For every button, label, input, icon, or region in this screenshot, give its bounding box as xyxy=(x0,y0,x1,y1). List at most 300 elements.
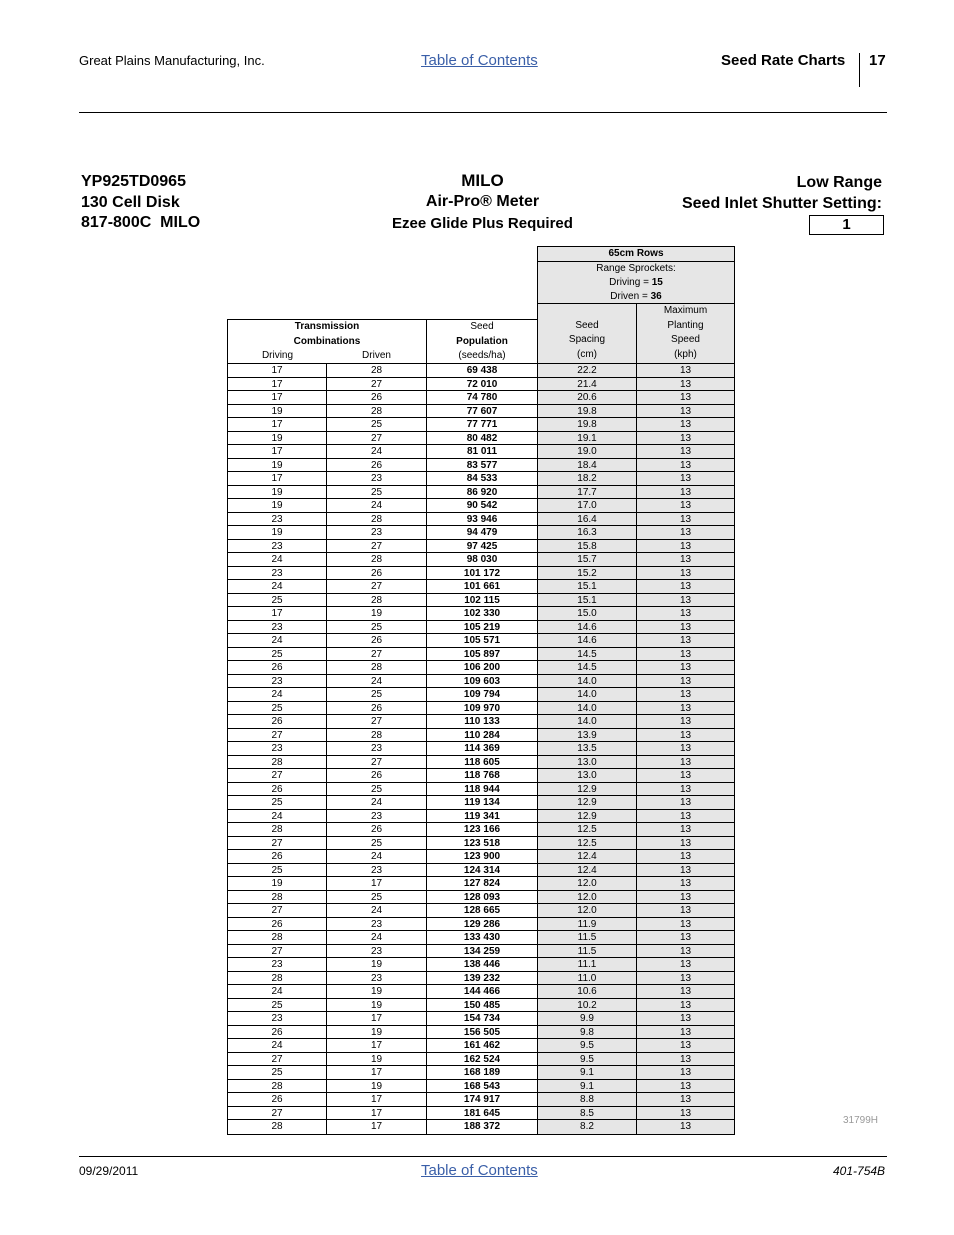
speed-cell: 13 xyxy=(637,1107,734,1120)
spacing-cell: 8.2 xyxy=(538,1120,637,1134)
spacing-cell: 8.8 xyxy=(538,1093,637,1106)
population-cell: 105 219 xyxy=(427,621,538,634)
speed-cell: 13 xyxy=(637,688,734,701)
driven-cell: 23 xyxy=(327,810,427,823)
rows-title: 65cm Rows xyxy=(538,247,734,262)
table-row xyxy=(228,877,734,891)
spacing-cell: 14.0 xyxy=(538,715,637,728)
driven-cell: 17 xyxy=(327,1093,427,1106)
driven-cell: 26 xyxy=(327,702,427,715)
table-row xyxy=(228,1039,734,1053)
driven-cell: 24 xyxy=(327,931,427,944)
population-cell: 156 505 xyxy=(427,1026,538,1039)
speed-cell: 13 xyxy=(637,1120,734,1134)
spacing-cell: 13.9 xyxy=(538,729,637,742)
table-row xyxy=(228,796,734,810)
driving-cell: 24 xyxy=(228,688,327,701)
population-cell: 106 200 xyxy=(427,661,538,674)
driven-cell: 19 xyxy=(327,999,427,1012)
driven-cell: 25 xyxy=(327,621,427,634)
population-cell: 133 430 xyxy=(427,931,538,944)
spacing-cell: 9.1 xyxy=(538,1066,637,1079)
speed-cell: 13 xyxy=(637,459,734,472)
table-row xyxy=(228,1012,734,1026)
driving-cell: 19 xyxy=(228,459,327,472)
driven-cell: 28 xyxy=(327,364,427,377)
population-cell: 123 900 xyxy=(427,850,538,863)
speed-cell: 13 xyxy=(637,648,734,661)
seed-rate-table xyxy=(227,246,735,1132)
table-row xyxy=(228,1026,734,1040)
spacing-cell: 13.5 xyxy=(538,742,637,755)
population-cell: 129 286 xyxy=(427,918,538,931)
driven-cell: 23 xyxy=(327,742,427,755)
driving-cell: 25 xyxy=(228,648,327,661)
driving-cell: 17 xyxy=(228,418,327,431)
driven-cell: 27 xyxy=(327,756,427,769)
driven-cell: 19 xyxy=(327,1080,427,1093)
speed-cell: 13 xyxy=(637,621,734,634)
population-cell: 77 771 xyxy=(427,418,538,431)
driven-cell: 25 xyxy=(327,783,427,796)
population-cell: 90 542 xyxy=(427,499,538,512)
driving-cell: 19 xyxy=(228,432,327,445)
population-cell: 144 466 xyxy=(427,985,538,998)
population-cell: 102 330 xyxy=(427,607,538,620)
requirement-note: Ezee Glide Plus Required xyxy=(392,215,573,232)
population-cell: 93 946 xyxy=(427,513,538,526)
population-cell: 118 768 xyxy=(427,769,538,782)
speed-cell: 13 xyxy=(637,918,734,931)
population-cell: 119 134 xyxy=(427,796,538,809)
spacing-cell: 12.9 xyxy=(538,783,637,796)
driving-cell: 28 xyxy=(228,931,327,944)
driven-cell: 23 xyxy=(327,972,427,985)
population-cell: 105 571 xyxy=(427,634,538,647)
speed-cell: 13 xyxy=(637,594,734,607)
spacing-cell: 14.5 xyxy=(538,661,637,674)
table-row xyxy=(228,958,734,972)
table-row xyxy=(228,418,734,432)
driving-cell: 28 xyxy=(228,756,327,769)
population-cell: 119 341 xyxy=(427,810,538,823)
population-cell: 162 524 xyxy=(427,1053,538,1066)
speed-cell: 13 xyxy=(637,1053,734,1066)
driven-cell: 24 xyxy=(327,850,427,863)
driven-cell: 25 xyxy=(327,837,427,850)
table-row xyxy=(228,445,734,459)
driving-cell: 17 xyxy=(228,472,327,485)
speed-cell: 13 xyxy=(637,945,734,958)
driving-cell: 17 xyxy=(228,391,327,404)
spacing-cell: 13.0 xyxy=(538,756,637,769)
population-cell: 139 232 xyxy=(427,972,538,985)
population-cell: 109 794 xyxy=(427,688,538,701)
population-cell: 110 133 xyxy=(427,715,538,728)
footer-date: 09/29/2011 xyxy=(79,1164,139,1178)
population-cell: 97 425 xyxy=(427,540,538,553)
table-row xyxy=(228,675,734,689)
driven-cell: 17 xyxy=(327,1066,427,1079)
table-row xyxy=(228,621,734,635)
table-row xyxy=(228,378,734,392)
speed-cell: 13 xyxy=(637,904,734,917)
spacing-cell: 11.5 xyxy=(538,931,637,944)
spacing-cell: 15.8 xyxy=(538,540,637,553)
spacing-cell: 11.1 xyxy=(538,958,637,971)
table-row xyxy=(228,1080,734,1094)
driven-cell: 27 xyxy=(327,432,427,445)
population-cell: 72 010 xyxy=(427,378,538,391)
driving-cell: 28 xyxy=(228,972,327,985)
speed-cell: 13 xyxy=(637,472,734,485)
driving-cell: 27 xyxy=(228,904,327,917)
population-cell: 80 482 xyxy=(427,432,538,445)
table-row xyxy=(228,864,734,878)
spacing-cell: 17.0 xyxy=(538,499,637,512)
spacing-cell: 14.6 xyxy=(538,634,637,647)
population-cell: 83 577 xyxy=(427,459,538,472)
footer-toc-link[interactable]: Table of Contents xyxy=(421,1162,538,1179)
speed-cell: 13 xyxy=(637,1026,734,1039)
driving-cell: 19 xyxy=(228,486,327,499)
driving-cell: 23 xyxy=(228,675,327,688)
table-row xyxy=(228,702,734,716)
table-row xyxy=(228,391,734,405)
driving-cell: 23 xyxy=(228,958,327,971)
driven-sprocket: Driven = 36 xyxy=(610,291,662,302)
shutter-label: Seed Inlet Shutter Setting: xyxy=(681,195,882,212)
driving-cell: 25 xyxy=(228,1066,327,1079)
speed-cell: 13 xyxy=(637,769,734,782)
table-row xyxy=(228,1107,734,1121)
spacing-cell: 17.7 xyxy=(538,486,637,499)
table-row xyxy=(228,634,734,648)
range-info xyxy=(640,172,882,214)
table-row xyxy=(228,972,734,986)
section-title: Seed Rate Charts xyxy=(721,52,846,69)
population-cell: 69 438 xyxy=(427,364,538,377)
population-cell: 134 259 xyxy=(427,945,538,958)
speed-cell: 13 xyxy=(637,567,734,580)
driving-cell: 24 xyxy=(228,810,327,823)
driven-cell: 24 xyxy=(327,904,427,917)
population-cell: 109 970 xyxy=(427,702,538,715)
table-row xyxy=(228,567,734,581)
speed-cell: 13 xyxy=(637,540,734,553)
speed-cell: 13 xyxy=(637,1080,734,1093)
driving-cell: 24 xyxy=(228,580,327,593)
driven-cell: 23 xyxy=(327,945,427,958)
driven-cell: 24 xyxy=(327,675,427,688)
population-cell: 174 917 xyxy=(427,1093,538,1106)
header-rule xyxy=(79,112,887,113)
spacing-cell: 16.3 xyxy=(538,526,637,539)
population-cell: 94 479 xyxy=(427,526,538,539)
table-row xyxy=(228,594,734,608)
spacing-cell: 12.4 xyxy=(538,864,637,877)
driven-cell: 25 xyxy=(327,486,427,499)
driving-cell: 24 xyxy=(228,553,327,566)
population-cell: 84 533 xyxy=(427,472,538,485)
population-cell: 110 284 xyxy=(427,729,538,742)
spacing-cell: 16.4 xyxy=(538,513,637,526)
speed-cell: 13 xyxy=(637,1039,734,1052)
spacing-cell: 14.0 xyxy=(538,675,637,688)
driving-cell: 28 xyxy=(228,1120,327,1134)
population-cell: 114 369 xyxy=(427,742,538,755)
table-row xyxy=(228,540,734,554)
table-row xyxy=(228,1053,734,1067)
speed-cell: 13 xyxy=(637,675,734,688)
spacing-cell: 9.9 xyxy=(538,1012,637,1025)
spacing-cell: 12.5 xyxy=(538,837,637,850)
driving-cell: 27 xyxy=(228,729,327,742)
driving-cell: 27 xyxy=(228,1107,327,1120)
driven-cell: 27 xyxy=(327,378,427,391)
driven-cell: 19 xyxy=(327,1026,427,1039)
driven-column-header: Driven xyxy=(362,349,391,361)
table-row xyxy=(228,526,734,540)
driving-cell: 26 xyxy=(228,918,327,931)
table-row xyxy=(228,756,734,770)
speed-cell: 13 xyxy=(637,634,734,647)
speed-cell: 13 xyxy=(637,1093,734,1106)
spacing-cell: 9.8 xyxy=(538,1026,637,1039)
spacing-cell: 14.0 xyxy=(538,702,637,715)
range-sprockets-label: Range Sprockets: xyxy=(596,263,676,274)
table-row xyxy=(228,1066,734,1080)
driven-cell: 26 xyxy=(327,769,427,782)
company-name: Great Plains Manufacturing, Inc. xyxy=(79,53,265,68)
driven-cell: 25 xyxy=(327,688,427,701)
driven-cell: 17 xyxy=(327,1107,427,1120)
speed-cell: 13 xyxy=(637,526,734,539)
table-row xyxy=(228,513,734,527)
speed-cell: 13 xyxy=(637,796,734,809)
population-cell: 181 645 xyxy=(427,1107,538,1120)
population-cell: 81 011 xyxy=(427,445,538,458)
meter-title: Air-Pro® Meter xyxy=(425,193,540,210)
driven-cell: 17 xyxy=(327,1039,427,1052)
driving-cell: 23 xyxy=(228,621,327,634)
figure-id: 31799H xyxy=(843,1115,879,1126)
driven-cell: 26 xyxy=(327,823,427,836)
speed-cell: 13 xyxy=(637,810,734,823)
header-divider xyxy=(859,53,860,87)
driving-cell: 24 xyxy=(228,1039,327,1052)
population-cell: 101 172 xyxy=(427,567,538,580)
speed-cell: 13 xyxy=(637,378,734,391)
driven-cell: 19 xyxy=(327,985,427,998)
header-toc-link[interactable]: Table of Contents xyxy=(421,52,538,69)
driving-cell: 23 xyxy=(228,742,327,755)
driving-cell: 26 xyxy=(228,850,327,863)
spacing-cell: 14.6 xyxy=(538,621,637,634)
spacing-cell: 19.8 xyxy=(538,405,637,418)
disk-part: 817-800C MILO xyxy=(81,214,201,231)
population-cell: 168 543 xyxy=(427,1080,538,1093)
driving-cell: 26 xyxy=(228,1026,327,1039)
driven-cell: 26 xyxy=(327,459,427,472)
table-row xyxy=(228,999,734,1013)
spacing-cell: 15.7 xyxy=(538,553,637,566)
spacing-cell: 19.8 xyxy=(538,418,637,431)
driven-cell: 23 xyxy=(327,472,427,485)
speed-cell: 13 xyxy=(637,877,734,890)
speed-cell: 13 xyxy=(637,499,734,512)
shutter-setting-value: 1 xyxy=(809,215,884,235)
table-body xyxy=(227,363,735,1135)
table-row xyxy=(228,850,734,864)
spacing-cell: 12.4 xyxy=(538,850,637,863)
driven-cell: 25 xyxy=(327,891,427,904)
speed-cell: 13 xyxy=(637,486,734,499)
speed-cell: 13 xyxy=(637,432,734,445)
speed-cell: 13 xyxy=(637,931,734,944)
driven-cell: 28 xyxy=(327,513,427,526)
table-row xyxy=(228,432,734,446)
driving-cell: 25 xyxy=(228,796,327,809)
driving-cell: 23 xyxy=(228,513,327,526)
driving-cell: 25 xyxy=(228,594,327,607)
driving-sprocket: Driving = 15 xyxy=(609,277,663,288)
driven-cell: 24 xyxy=(327,445,427,458)
table-row xyxy=(228,729,734,743)
footer-rule xyxy=(79,1156,887,1157)
driven-cell: 23 xyxy=(327,526,427,539)
speed-cell: 13 xyxy=(637,513,734,526)
spacing-cell: 20.6 xyxy=(538,391,637,404)
driving-cell: 26 xyxy=(228,783,327,796)
population-cell: 77 607 xyxy=(427,405,538,418)
speed-cell: 13 xyxy=(637,985,734,998)
table-row xyxy=(228,580,734,594)
spacing-cell: 10.6 xyxy=(538,985,637,998)
spacing-cell: 18.4 xyxy=(538,459,637,472)
population-cell: 128 665 xyxy=(427,904,538,917)
spacing-cell: 15.1 xyxy=(538,580,637,593)
crop-title: MILO xyxy=(461,171,504,190)
table-row xyxy=(228,891,734,905)
driving-cell: 23 xyxy=(228,567,327,580)
speed-cell: 13 xyxy=(637,445,734,458)
population-cell: 118 605 xyxy=(427,756,538,769)
driven-cell: 17 xyxy=(327,877,427,890)
population-cell: 118 944 xyxy=(427,783,538,796)
table-row xyxy=(228,918,734,932)
table-row xyxy=(228,985,734,999)
speed-cell: 13 xyxy=(637,391,734,404)
driving-cell: 19 xyxy=(228,499,327,512)
population-cell: 74 780 xyxy=(427,391,538,404)
speed-cell: 13 xyxy=(637,405,734,418)
table-row xyxy=(228,459,734,473)
page-number: 17 xyxy=(869,52,886,69)
population-cell: 123 518 xyxy=(427,837,538,850)
spacing-cell: 12.0 xyxy=(538,904,637,917)
driving-cell: 27 xyxy=(228,837,327,850)
driving-cell: 27 xyxy=(228,1053,327,1066)
speed-cell: 13 xyxy=(637,661,734,674)
table-row xyxy=(228,472,734,486)
spacing-cell: 9.1 xyxy=(538,1080,637,1093)
population-cell: 128 093 xyxy=(427,891,538,904)
table-row xyxy=(228,945,734,959)
spacing-cell: 18.2 xyxy=(538,472,637,485)
population-cell: 109 603 xyxy=(427,675,538,688)
driving-cell: 26 xyxy=(228,661,327,674)
driving-cell: 28 xyxy=(228,1080,327,1093)
speed-cell: 13 xyxy=(637,864,734,877)
row-spacing-header xyxy=(537,246,735,303)
table-row xyxy=(228,499,734,513)
driving-cell: 27 xyxy=(228,945,327,958)
driving-cell: 28 xyxy=(228,823,327,836)
table-row xyxy=(228,837,734,851)
driven-cell: 25 xyxy=(327,418,427,431)
table-row xyxy=(228,742,734,756)
speed-cell: 13 xyxy=(637,702,734,715)
spacing-cell: 15.2 xyxy=(538,567,637,580)
seed-population-header: Seed Population (seeds/ha) xyxy=(426,319,537,363)
speed-cell: 13 xyxy=(637,958,734,971)
driven-cell: 28 xyxy=(327,661,427,674)
driven-cell: 28 xyxy=(327,405,427,418)
model-info xyxy=(81,172,200,234)
spacing-cell: 9.5 xyxy=(538,1039,637,1052)
speed-cell: 13 xyxy=(637,756,734,769)
driven-cell: 27 xyxy=(327,715,427,728)
speed-cell: 13 xyxy=(637,729,734,742)
spacing-cell: 13.0 xyxy=(538,769,637,782)
model-number: YP925TD0965 xyxy=(81,173,186,190)
spacing-cell: 12.9 xyxy=(538,810,637,823)
table-row xyxy=(228,783,734,797)
spacing-cell: 15.1 xyxy=(538,594,637,607)
spacing-cell: 15.0 xyxy=(538,607,637,620)
transmission-header: Transmission Combinations Driving Driven xyxy=(227,319,426,363)
population-cell: 168 189 xyxy=(427,1066,538,1079)
speed-cell: 13 xyxy=(637,607,734,620)
population-cell: 154 734 xyxy=(427,1012,538,1025)
population-cell: 105 897 xyxy=(427,648,538,661)
spacing-cell: 19.1 xyxy=(538,432,637,445)
driven-cell: 26 xyxy=(327,391,427,404)
table-row xyxy=(228,810,734,824)
driven-cell: 26 xyxy=(327,567,427,580)
speed-cell: 13 xyxy=(637,580,734,593)
population-cell: 188 372 xyxy=(427,1120,538,1134)
speed-cell: 13 xyxy=(637,850,734,863)
speed-cell: 13 xyxy=(637,783,734,796)
driven-cell: 17 xyxy=(327,1012,427,1025)
disk-type: 130 Cell Disk xyxy=(81,193,180,211)
population-cell: 150 485 xyxy=(427,999,538,1012)
driven-cell: 23 xyxy=(327,864,427,877)
population-cell: 138 446 xyxy=(427,958,538,971)
table-row xyxy=(228,661,734,675)
population-cell: 98 030 xyxy=(427,553,538,566)
driven-cell: 24 xyxy=(327,796,427,809)
population-cell: 101 661 xyxy=(427,580,538,593)
population-cell: 102 115 xyxy=(427,594,538,607)
table-row xyxy=(228,607,734,621)
driven-cell: 27 xyxy=(327,540,427,553)
driven-cell: 19 xyxy=(327,607,427,620)
table-row xyxy=(228,823,734,837)
table-row xyxy=(228,1093,734,1107)
